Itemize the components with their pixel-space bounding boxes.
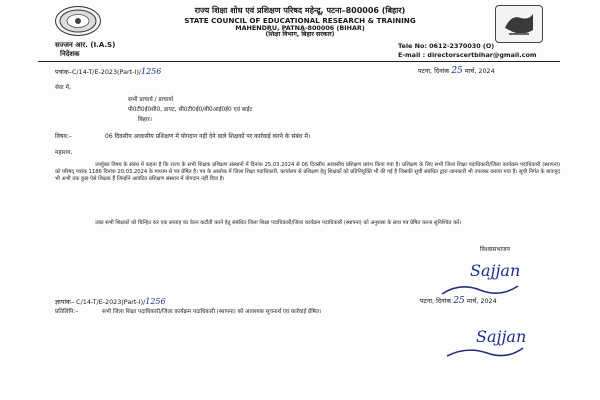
reference-handwritten: 1256 [141, 67, 162, 76]
memo-reference-line [55, 297, 166, 307]
date-handwritten: 25 [451, 66, 463, 76]
to-label: सेवा में, [55, 85, 71, 91]
closing: विश्वासभाजन [480, 246, 510, 253]
signature-2-stroke [445, 344, 525, 362]
body-paragraph-1: उपर्युक्त विषय के संबंध में कहना है कि राज्य के सभी शिक्षक प्रशिक्षण संस्थानों में दिनांक 25.03.2024 से 06 दिवसीय आवासीय प्रशिक्षण प्रारंभ किया गया है। प्रशिक्षण के लिए सभी जिला शिक्षा पदाधिकारी/जिला कार्यक्रम पदाधिकारी (स्थापना) को परिषद् पत्रांक 1186 दिनांक 20.03.2024 के माध्यम से पत्र प्रेषित है। पत्र के आलोक में जिला शिक्षा पदाधिकारी, कार्यालय से प्रशिक्षण हेतु शिक्षकों को प्रतिनियुक्ति भी की गई है जिसकी सूची संबंधित द्वारा जानकारी भी उपलब्ध कराया गया है। सूची निर्गत के बावजूद भी अभी तक कुछ ऐसे शिक्षक हैं जिन्होंने आवंटित प्रशिक्षण संस्थान में योगदान नहीं दिया है। [55, 162, 560, 183]
date-rest: मार्च, 2024 [464, 67, 495, 75]
subject-text: 06 दिवसीय आवासीय प्रशिक्षण में योगदान नहीं देने वाले शिक्षकों पर कार्रवाई करने के संबंध में। [105, 133, 311, 140]
date-label: पटना, दिनांक [418, 67, 450, 75]
salutation: महाशय, [55, 150, 73, 156]
subject-label: विषय:– [55, 133, 72, 140]
header-divider [38, 61, 560, 62]
header-title-english: STATE COUNCIL OF EDUCATIONAL RESEARCH & TRAINING [184, 16, 416, 25]
header-address: MAHENDRU, PATNA-800006 (BIHAR) [235, 24, 365, 32]
email-address: E-mail : directorscertbihar@gmail.com [398, 51, 537, 59]
memo-reference-handwritten: 1256 [145, 297, 166, 306]
reference-line [55, 67, 161, 77]
memo-date-rest: मार्च, 2024 [466, 297, 497, 305]
reference-number: पत्रांक–C/14-T/E-2023(Part-I)/ [55, 68, 141, 76]
officer-name: सज्जन आर. (I.A.S) [55, 41, 116, 49]
recipient-line-1: सभी प्राचार्य / प्राचार्या [128, 97, 174, 103]
recipient-line-2: पी0टी0ई0सी0, डायट, सी0टी0ई0/बी0आई0ई0 एवं बाईट [128, 107, 253, 113]
body-paragraph-2: उक्त सभी शिक्षकों को चिन्हित कर एक सप्ताह का वेतन कटौती करने हेतु संबंधित जिला शिक्षा पदाधिकारी/जिला कार्यक्रम पदाधिकारी (स्थापना) को अनुशंसा के साथ पत्र प्रेषित करना सुनिश्चित करें। [95, 220, 462, 226]
copy-text: सभी जिला शिक्षा पदाधिकारी/जिला कार्यक्रम पदाधिकारी (स्थापना) को आवश्यक सूचनार्थ एवं कार्रवाई प्रेषित। [102, 309, 322, 315]
bihar-govt-emblem [495, 5, 543, 43]
date-line [418, 67, 495, 76]
header-title-hindi: राज्य शिक्षा शोध एवं प्रशिक्षण परिषद महेन्द्रू, पटना–800006 (बिहार) [194, 6, 406, 15]
header-department: (शिक्षा विभाग, बिहार सरकार) [265, 31, 335, 38]
officer-title: निदेशक [60, 50, 80, 58]
memo-reference-number: ज्ञापांक– C/14-T/E-2023(Part-I)/ [55, 298, 146, 306]
memo-date-label: पटना, दिनांक [420, 297, 452, 305]
copy-label: प्रतिलिपि:– [55, 309, 79, 315]
scert-logo [55, 6, 101, 36]
signature-1: Sajjan [470, 261, 521, 280]
signature-1-stroke [440, 280, 520, 298]
signature-2: Sajjan [476, 327, 527, 346]
memo-date-line [420, 297, 497, 306]
recipient-line-3: बिहार। [138, 117, 152, 123]
tele-number: Tele No: 0612-2370030 (O) [398, 42, 495, 50]
memo-date-handwritten: 25 [453, 296, 465, 306]
